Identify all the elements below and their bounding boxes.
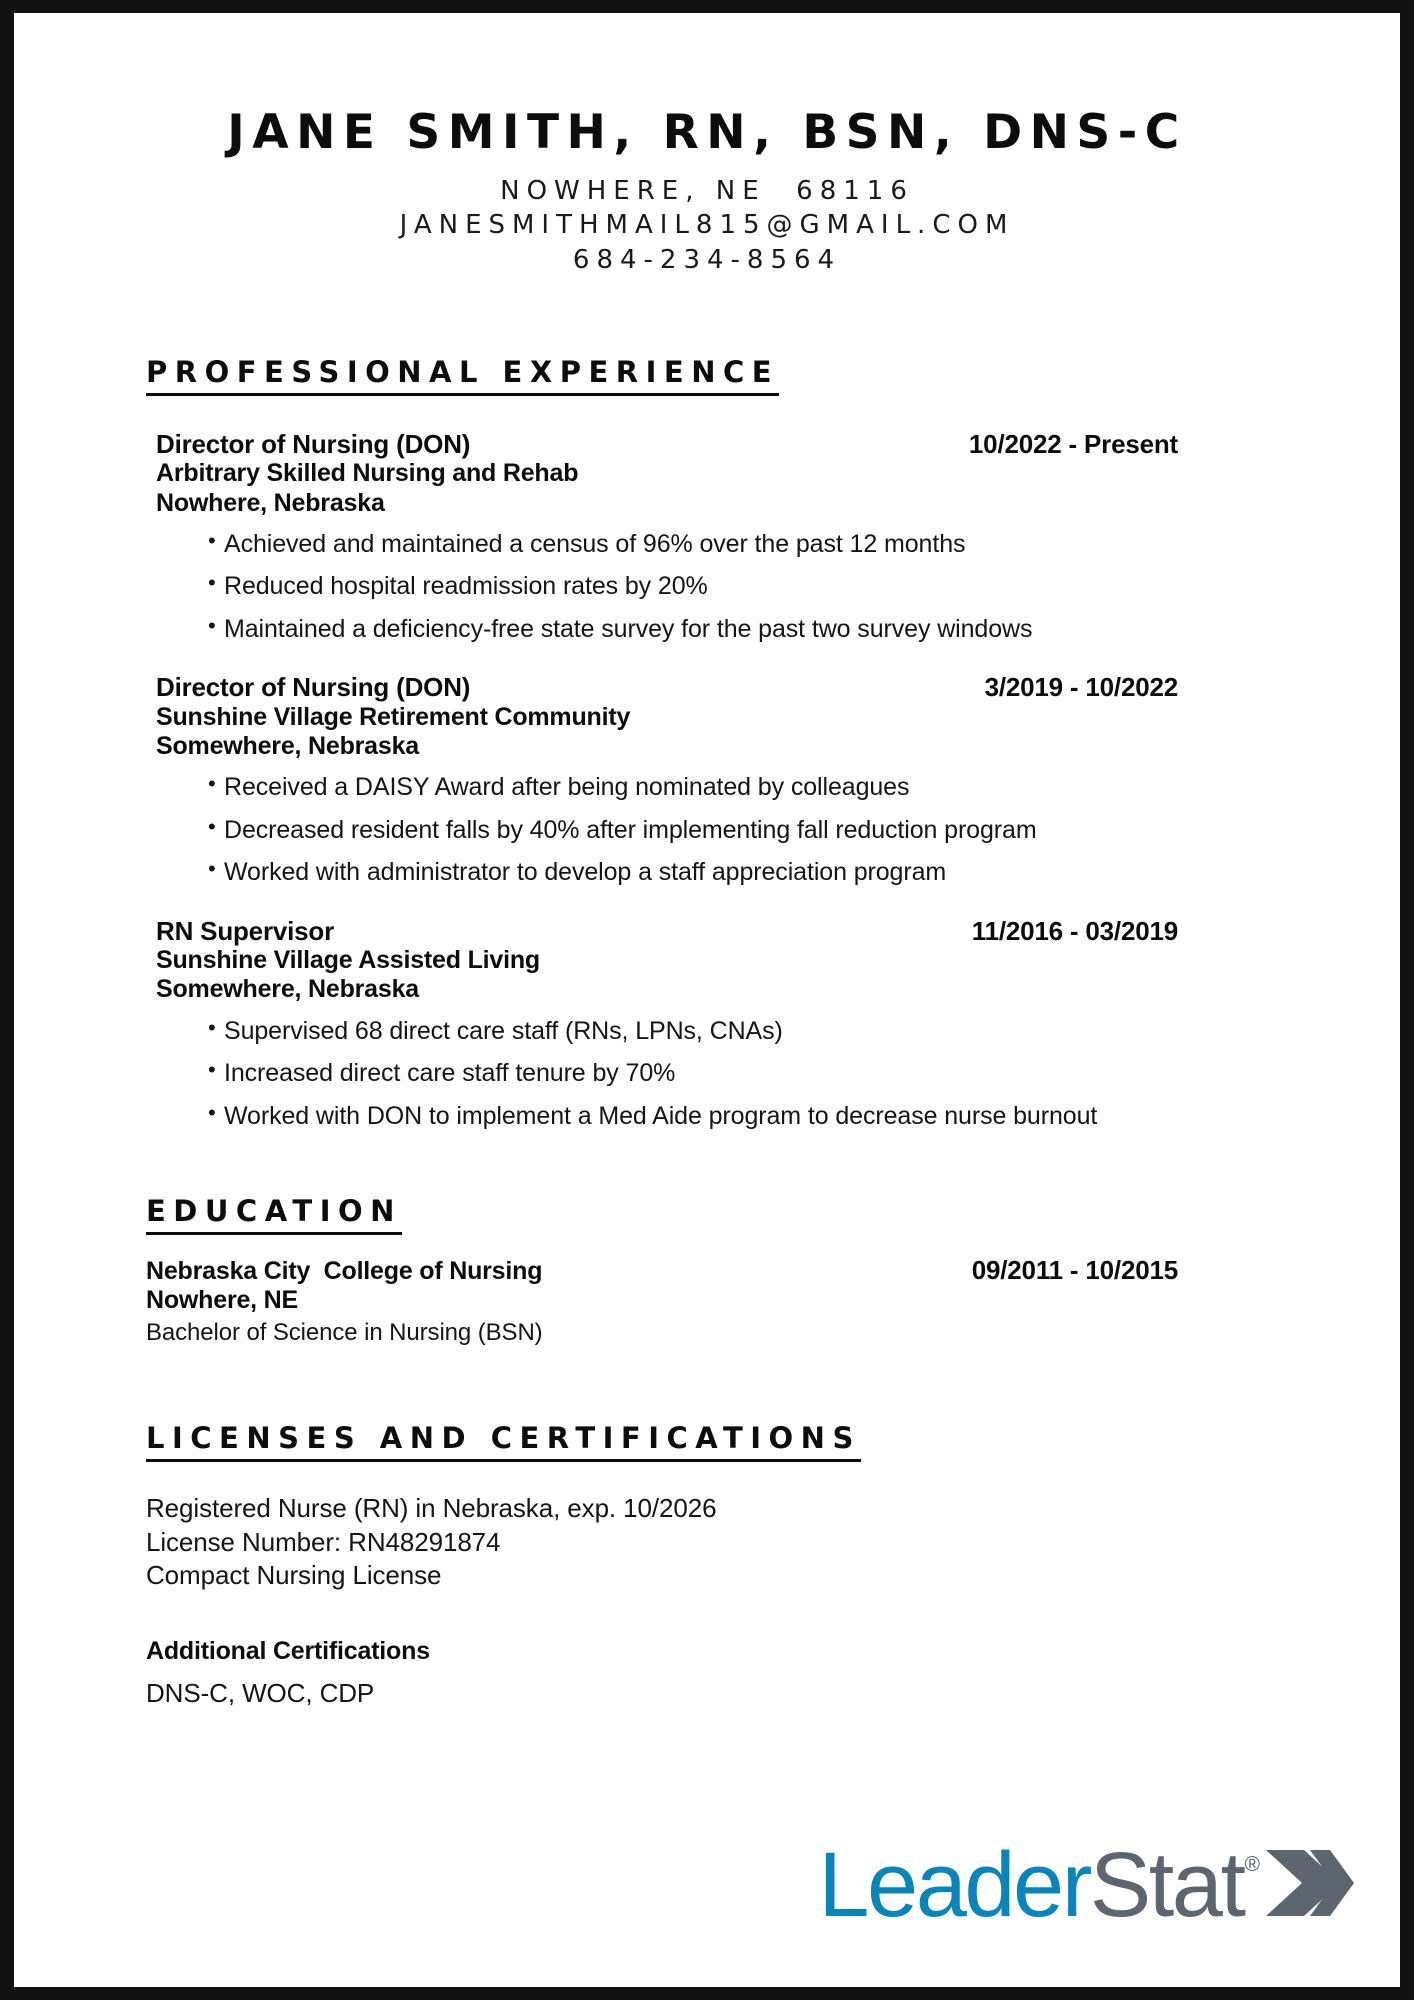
additional-certifications-heading: Additional Certifications [146,1637,430,1666]
job-dates: 11/2016 - 03/2019 [971,915,1178,946]
job-dates: 3/2019 - 10/2022 [984,672,1178,703]
education-entry-headline [146,1255,1178,1286]
license-line: Registered Nurse (RN) in Nebraska, exp. 10/2026 [146,1492,717,1523]
education-entry [146,1255,1340,1347]
section-professional-experience [146,277,1340,1132]
job-organization: Sunshine Village Retirement Community [156,702,631,731]
contact-phone: 684-234-8564 [572,244,842,275]
contact-email: JANESMITHMAIL815@GMAIL.COM [399,210,1015,241]
job-organization: Arbitrary Skilled Nursing and Rehab [156,459,579,488]
education-location: Nowhere, NE [146,1286,298,1315]
job-bullet: • Achieved and maintained a census of 96% over the past 12 months [156,528,1340,561]
job-title: Director of Nursing (DON) [156,672,471,703]
license-line: Compact Nursing License [146,1560,442,1591]
education-degree: Bachelor of Science in Nursing (BSN) [146,1318,543,1346]
section-education [146,1132,1340,1347]
registered-trademark-icon: ® [1244,1853,1260,1876]
experience-entry [156,430,1340,645]
job-dates: 10/2022 - Present [968,428,1178,459]
job-bullet: • Received a DAISY Award after being nominated by colleagues [156,771,1340,804]
experience-entry-headline [156,673,1178,702]
license-line: License Number: RN48291874 [146,1526,501,1557]
resume-header [14,13,1400,277]
job-bullet: • Maintained a deficiency-free state survey for the past two survey windows [156,613,1340,646]
leaderstat-logo [818,1834,1356,1936]
section-heading-licenses: LICENSES AND CERTIFICATIONS [146,1421,861,1462]
job-bullet: • Reduced hospital readmission rates by 20% [156,570,1340,603]
section-heading-education: EDUCATION [146,1194,402,1235]
section-heading-experience: PROFESSIONAL EXPERIENCE [146,355,779,396]
double-chevron-icon [1264,1846,1356,1925]
job-bullet-list [156,528,1340,646]
experience-entry [156,673,1340,888]
job-location: Somewhere, Nebraska [156,731,419,760]
experience-entry-headline [156,917,1178,946]
contact-location: NOWHERE, NE 68116 [500,176,914,206]
job-bullet: • Worked with DON to implement a Med Aide program to decrease nurse burnout [156,1100,1340,1133]
job-bullet: • Supervised 68 direct care staff (RNs, LPNs, CNAs) [156,1015,1340,1048]
job-title: Director of Nursing (DON) [156,428,471,459]
section-licenses-certifications [146,1347,1340,1709]
licenses-body [146,1492,1340,1709]
candidate-name: JANE SMITH, RN, BSN, DNS-C [227,105,1187,160]
resume-sheet [14,13,1400,1987]
job-location: Somewhere, Nebraska [156,975,419,1004]
job-title: RN Supervisor [156,915,335,946]
experience-entry-headline [156,430,1178,459]
job-bullet-list [156,771,1340,889]
job-organization: Sunshine Village Assisted Living [156,946,540,975]
job-location: Nowhere, Nebraska [156,488,385,517]
logo-word-leader: Leader [818,1834,1090,1936]
experience-entry [156,917,1340,1132]
logo-word-stat: Stat [1089,1834,1244,1936]
job-bullet: • Worked with administrator to develop a staff appreciation program [156,856,1340,889]
additional-certifications-body: DNS-C, WOC, CDP [146,1678,375,1709]
job-bullet: • Decreased resident falls by 40% after implementing fall reduction program [156,814,1340,847]
job-bullet-list [156,1015,1340,1133]
education-dates: 09/2011 - 10/2015 [971,1255,1178,1286]
education-school: Nebraska City College of Nursing [146,1257,543,1286]
job-bullet: • Increased direct care staff tenure by 70% [156,1057,1340,1090]
